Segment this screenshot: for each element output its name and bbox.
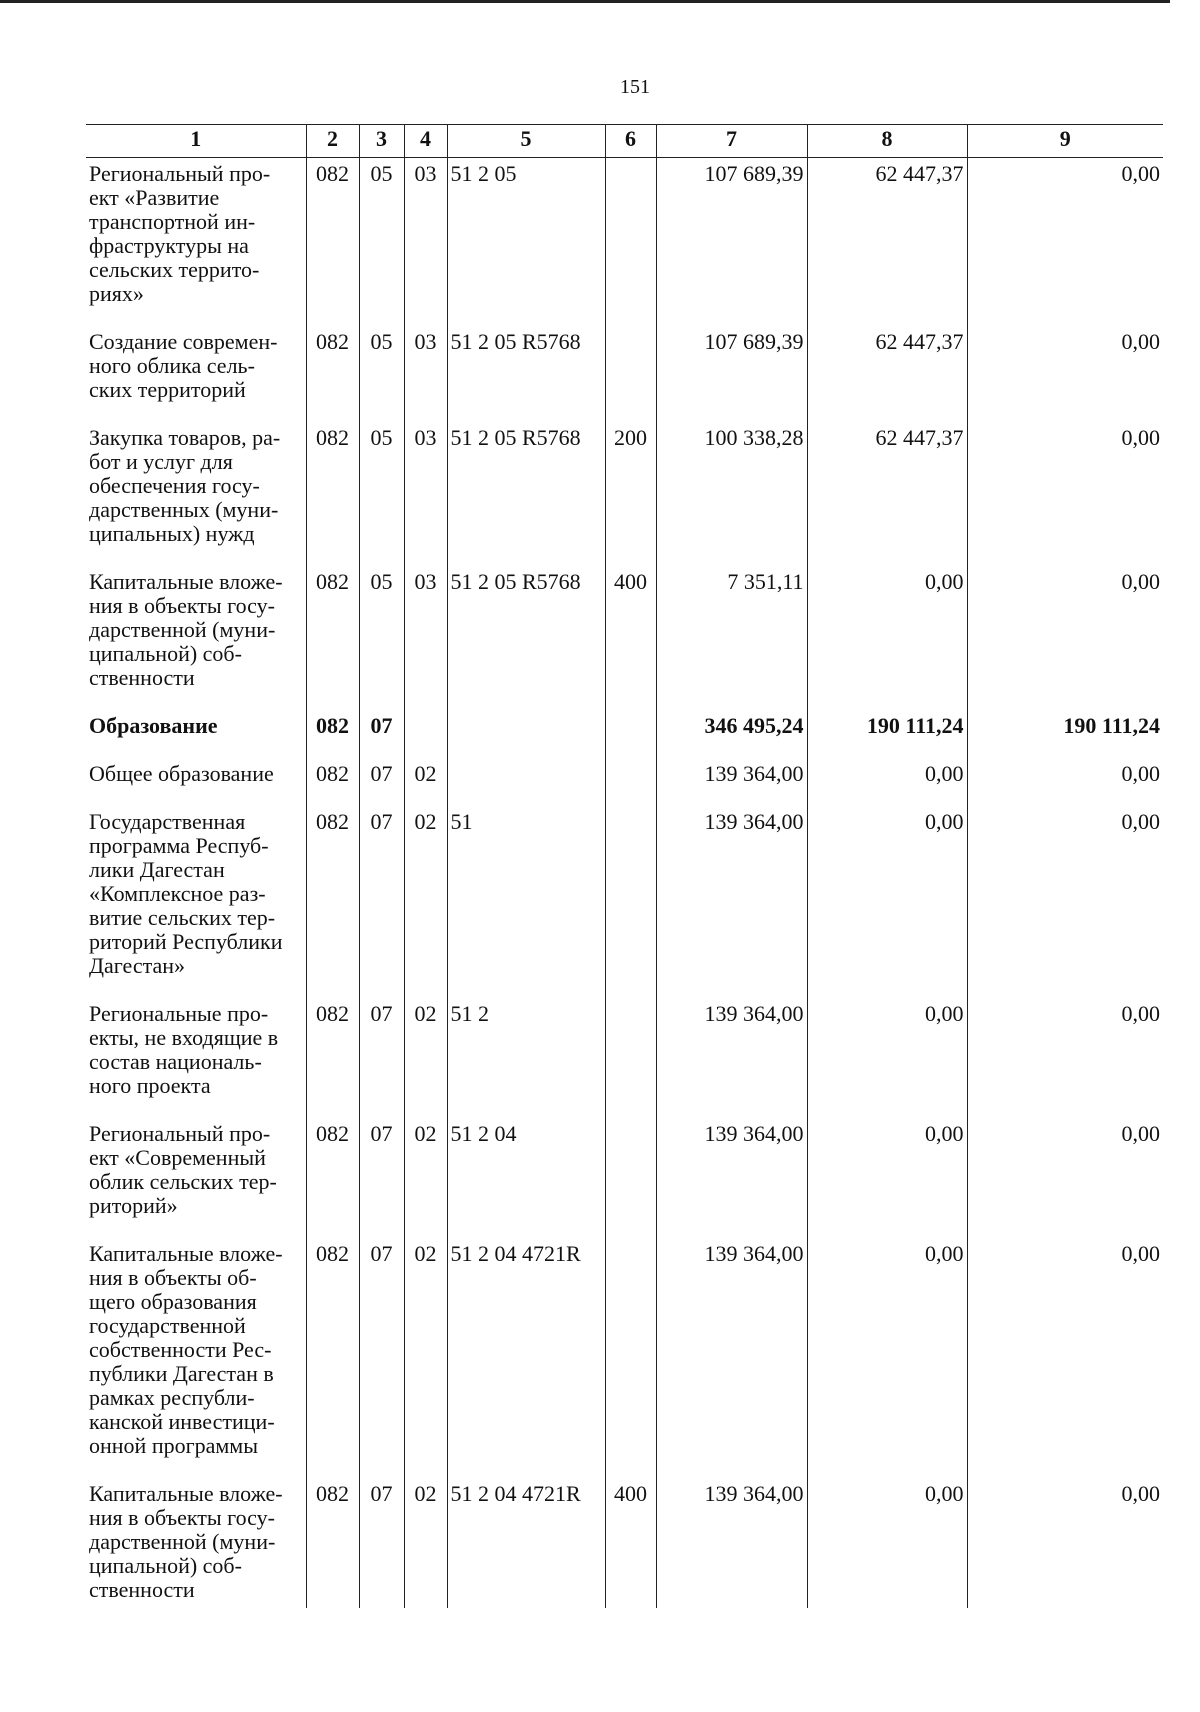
target-article-cell: 51 2 05 R5768 [447,422,605,566]
row-name-cell: Государственная программа Респуб- лики Дагестан «Комплексное раз- витие сельских тер- риторий Республики Дагестан» [86,806,306,998]
header-cell: 5 [447,125,605,158]
row-name-cell: Капитальные вложе- ния в объекты госу- дарственной (муни- ципальной) соб- ственности [86,566,306,710]
expense-type-cell [605,158,656,327]
expense-type-cell [605,1118,656,1238]
header-row [86,125,1163,158]
subsection-code-cell: 02 [404,1478,447,1608]
subsection-code-cell [404,710,447,758]
chapter-code-cell: 082 [306,758,359,806]
subsection-code-cell: 02 [404,758,447,806]
section-code-cell: 07 [359,1118,404,1238]
row-name-cell: Капитальные вложе- ния в объекты госу- дарственной (муни- ципальной) соб- ственности [86,1478,306,1608]
amount-col9-cell: 0,00 [967,158,1163,327]
page-number: 151 [620,76,650,98]
table-row [86,710,1163,758]
table-row [86,1118,1163,1238]
amount-col8-cell: 62 447,37 [807,326,967,422]
chapter-code-cell: 082 [306,806,359,998]
table-row [86,998,1163,1118]
table-row [86,422,1163,566]
amount-col8-cell: 0,00 [807,1118,967,1238]
amount-col7-cell: 100 338,28 [656,422,807,566]
subsection-code-cell: 02 [404,1118,447,1238]
row-name-cell: Образование [86,710,306,758]
header-cell: 1 [86,125,306,158]
header-cell: 4 [404,125,447,158]
section-code-cell: 07 [359,758,404,806]
amount-col9-cell: 0,00 [967,422,1163,566]
table-row [86,1238,1163,1478]
target-article-cell: 51 2 [447,998,605,1118]
amount-col8-cell: 0,00 [807,806,967,998]
amount-col8-cell: 0,00 [807,566,967,710]
expense-type-cell [605,806,656,998]
expense-type-cell [605,1238,656,1478]
amount-col7-cell: 139 364,00 [656,806,807,998]
amount-col8-cell: 0,00 [807,1478,967,1608]
section-code-cell: 05 [359,566,404,710]
header-cell: 3 [359,125,404,158]
target-article-cell [447,710,605,758]
section-code-cell: 07 [359,998,404,1118]
target-article-cell: 51 2 05 [447,158,605,327]
target-article-cell: 51 2 05 R5768 [447,326,605,422]
expense-type-cell: 400 [605,1478,656,1608]
expense-type-cell: 400 [605,566,656,710]
chapter-code-cell: 082 [306,422,359,566]
target-article-cell: 51 [447,806,605,998]
target-article-cell: 51 2 04 4721R [447,1478,605,1608]
target-article-cell: 51 2 04 [447,1118,605,1238]
amount-col7-cell: 107 689,39 [656,326,807,422]
top-rule [0,0,1170,3]
header-cell: 6 [605,125,656,158]
budget-table [86,124,1163,1608]
table-row [86,158,1163,327]
amount-col8-cell: 0,00 [807,1238,967,1478]
amount-col9-cell: 0,00 [967,1118,1163,1238]
amount-col9-cell: 0,00 [967,998,1163,1118]
table-body [86,158,1163,1609]
header-cell: 9 [967,125,1163,158]
header-cell: 8 [807,125,967,158]
subsection-code-cell: 03 [404,566,447,710]
amount-col9-cell: 0,00 [967,758,1163,806]
amount-col7-cell: 7 351,11 [656,566,807,710]
amount-col7-cell: 139 364,00 [656,1478,807,1608]
amount-col9-cell: 0,00 [967,1478,1163,1608]
amount-col8-cell: 190 111,24 [807,710,967,758]
row-name-cell: Общее образование [86,758,306,806]
header-cell: 2 [306,125,359,158]
row-name-cell: Капитальные вложе- ния в объекты об- щего образования государственной собственности Рес- публики Дагестан в рамках республи- канской инвестици- онной программы [86,1238,306,1478]
amount-col8-cell: 0,00 [807,758,967,806]
table-row [86,806,1163,998]
row-name-cell: Создание современ- ного облика сель- ских территорий [86,326,306,422]
chapter-code-cell: 082 [306,710,359,758]
expense-type-cell [605,326,656,422]
row-name-cell: Региональный про- ект «Развитие транспортной ин- фраструктуры на сельских террито- риях» [86,158,306,327]
subsection-code-cell: 03 [404,158,447,327]
chapter-code-cell: 082 [306,158,359,327]
amount-col8-cell: 0,00 [807,998,967,1118]
section-code-cell: 05 [359,326,404,422]
subsection-code-cell: 02 [404,806,447,998]
chapter-code-cell: 082 [306,1238,359,1478]
row-name-cell: Региональные про- екты, не входящие в состав националь- ного проекта [86,998,306,1118]
chapter-code-cell: 082 [306,326,359,422]
expense-type-cell: 200 [605,422,656,566]
expense-type-cell [605,758,656,806]
header-cell: 7 [656,125,807,158]
table-row [86,566,1163,710]
amount-col7-cell: 107 689,39 [656,158,807,327]
section-code-cell: 07 [359,710,404,758]
chapter-code-cell: 082 [306,1118,359,1238]
subsection-code-cell: 03 [404,326,447,422]
section-code-cell: 07 [359,1478,404,1608]
amount-col7-cell: 139 364,00 [656,758,807,806]
target-article-cell: 51 2 04 4721R [447,1238,605,1478]
section-code-cell: 07 [359,806,404,998]
section-code-cell: 05 [359,158,404,327]
amount-col7-cell: 139 364,00 [656,1238,807,1478]
section-code-cell: 07 [359,1238,404,1478]
amount-col9-cell: 0,00 [967,566,1163,710]
table-row [86,326,1163,422]
row-name-cell: Региональный про- ект «Современный облик сельских тер- риторий» [86,1118,306,1238]
amount-col9-cell: 0,00 [967,1238,1163,1478]
amount-col7-cell: 346 495,24 [656,710,807,758]
target-article-cell [447,758,605,806]
row-name-cell: Закупка товаров, ра- бот и услуг для обеспечения госу- дарственных (муни- ципальных) нужд [86,422,306,566]
target-article-cell: 51 2 05 R5768 [447,566,605,710]
expense-type-cell [605,710,656,758]
chapter-code-cell: 082 [306,566,359,710]
subsection-code-cell: 02 [404,998,447,1118]
expense-type-cell [605,998,656,1118]
table-row [86,1478,1163,1608]
section-code-cell: 05 [359,422,404,566]
amount-col7-cell: 139 364,00 [656,998,807,1118]
amount-col7-cell: 139 364,00 [656,1118,807,1238]
chapter-code-cell: 082 [306,998,359,1118]
table-row [86,758,1163,806]
subsection-code-cell: 03 [404,422,447,566]
amount-col9-cell: 0,00 [967,326,1163,422]
amount-col9-cell: 190 111,24 [967,710,1163,758]
amount-col9-cell: 0,00 [967,806,1163,998]
chapter-code-cell: 082 [306,1478,359,1608]
amount-col8-cell: 62 447,37 [807,422,967,566]
subsection-code-cell: 02 [404,1238,447,1478]
amount-col8-cell: 62 447,37 [807,158,967,327]
